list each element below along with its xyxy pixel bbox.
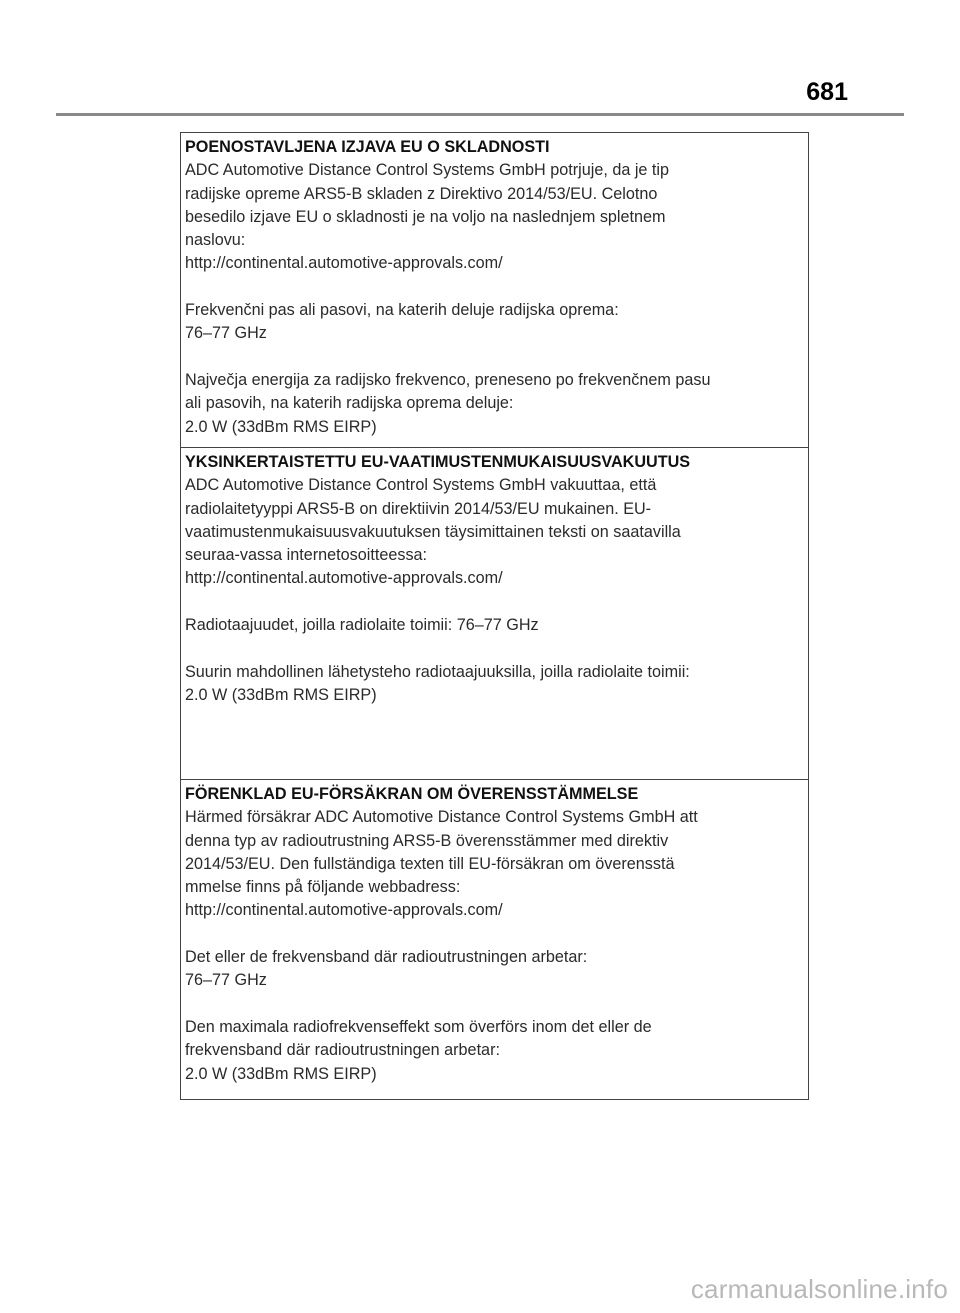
power-line: ali pasovih, na katerih radijska oprema deluje: bbox=[185, 394, 514, 413]
approval-url: http://continental.automotive-approvals.com/ bbox=[185, 254, 503, 273]
power-line: Den maximala radiofrekvenseffekt som överförs inom det eller de bbox=[185, 1017, 652, 1036]
band-line: Det eller de frekvensband där radioutrustningen arbetar: bbox=[185, 948, 588, 967]
intro-line: seuraa-vassa internetosoitteessa: bbox=[185, 546, 428, 565]
intro-line: denna typ av radioutrustning ARS5-B överensstämmer med direktiv bbox=[185, 831, 669, 850]
section-heading: FÖRENKLAD EU-FÖRSÄKRAN OM ÖVERENSSTÄMMELSE bbox=[185, 785, 639, 803]
intro-line: vaatimustenmukaisuusvakuutuksen täysimittainen teksti on saatavilla bbox=[185, 522, 681, 541]
power-value: 2.0 W (33dBm RMS EIRP) bbox=[185, 685, 377, 704]
band-value: 76–77 GHz bbox=[185, 971, 267, 990]
approval-url: http://continental.automotive-approvals.com/ bbox=[185, 569, 503, 588]
band-line: Radiotaajuudet, joilla radiolaite toimii: 76–77 GHz bbox=[185, 616, 539, 635]
section-heading: POENOSTAVLJENA IZJAVA EU O SKLADNOSTI bbox=[185, 138, 550, 156]
intro-line: naslovu: bbox=[185, 231, 246, 250]
approval-url: http://continental.automotive-approvals.com/ bbox=[185, 901, 503, 920]
page-number: 681 bbox=[806, 78, 848, 106]
power-line: Največja energija za radijsko frekvenco, preneseno po frekvenčnem pasu bbox=[185, 370, 711, 389]
band-value: 76–77 GHz bbox=[185, 324, 267, 343]
intro-line: besedilo izjave EU o skladnosti je na voljo na naslednjem spletnem bbox=[185, 207, 666, 226]
declaration-section-slovenian bbox=[181, 133, 808, 447]
declaration-section-finnish bbox=[181, 447, 808, 779]
paragraph-gap bbox=[185, 276, 804, 299]
intro-line: radiolaitetyyppi ARS5-B on direktiivin 2014/53/EU mukainen. EU- bbox=[185, 499, 652, 518]
section-heading: YKSINKERTAISTETTU EU-VAATIMUSTENMUKAISUUSVAKUUTUS bbox=[185, 453, 691, 471]
paragraph-gap bbox=[185, 923, 804, 946]
watermark-text: carmanualsonline.info bbox=[690, 1274, 948, 1304]
intro-line: mmelse finns på följande webbadress: bbox=[185, 878, 461, 897]
declaration-section-swedish bbox=[181, 779, 808, 1099]
header-divider bbox=[56, 113, 904, 116]
paragraph-gap bbox=[185, 993, 804, 1016]
intro-line: ADC Automotive Distance Control Systems GmbH potrjuje, da je tip bbox=[185, 161, 670, 180]
paragraph-gap bbox=[185, 346, 804, 369]
power-value: 2.0 W (33dBm RMS EIRP) bbox=[185, 417, 377, 436]
intro-line: 2014/53/EU. Den fullständiga texten till EU-försäkran om överensstä bbox=[185, 854, 675, 873]
intro-line: radijske opreme ARS5-B skladen z Direktivo 2014/53/EU. Celotno bbox=[185, 184, 658, 203]
band-line: Frekvenčni pas ali pasovi, na katerih deluje radijska oprema: bbox=[185, 301, 619, 320]
intro-line: Härmed försäkrar ADC Automotive Distance Control Systems GmbH att bbox=[185, 808, 698, 827]
eu-declaration-table bbox=[180, 132, 809, 1100]
power-value: 2.0 W (33dBm RMS EIRP) bbox=[185, 1064, 377, 1083]
paragraph-gap bbox=[185, 591, 804, 614]
power-line: Suurin mahdollinen lähetysteho radiotaajuuksilla, joilla radiolaite toimii: bbox=[185, 662, 690, 681]
paragraph-gap bbox=[185, 637, 804, 660]
power-line: frekvensband där radioutrustningen arbetar: bbox=[185, 1041, 500, 1060]
intro-line: ADC Automotive Distance Control Systems GmbH vakuuttaa, että bbox=[185, 476, 657, 495]
